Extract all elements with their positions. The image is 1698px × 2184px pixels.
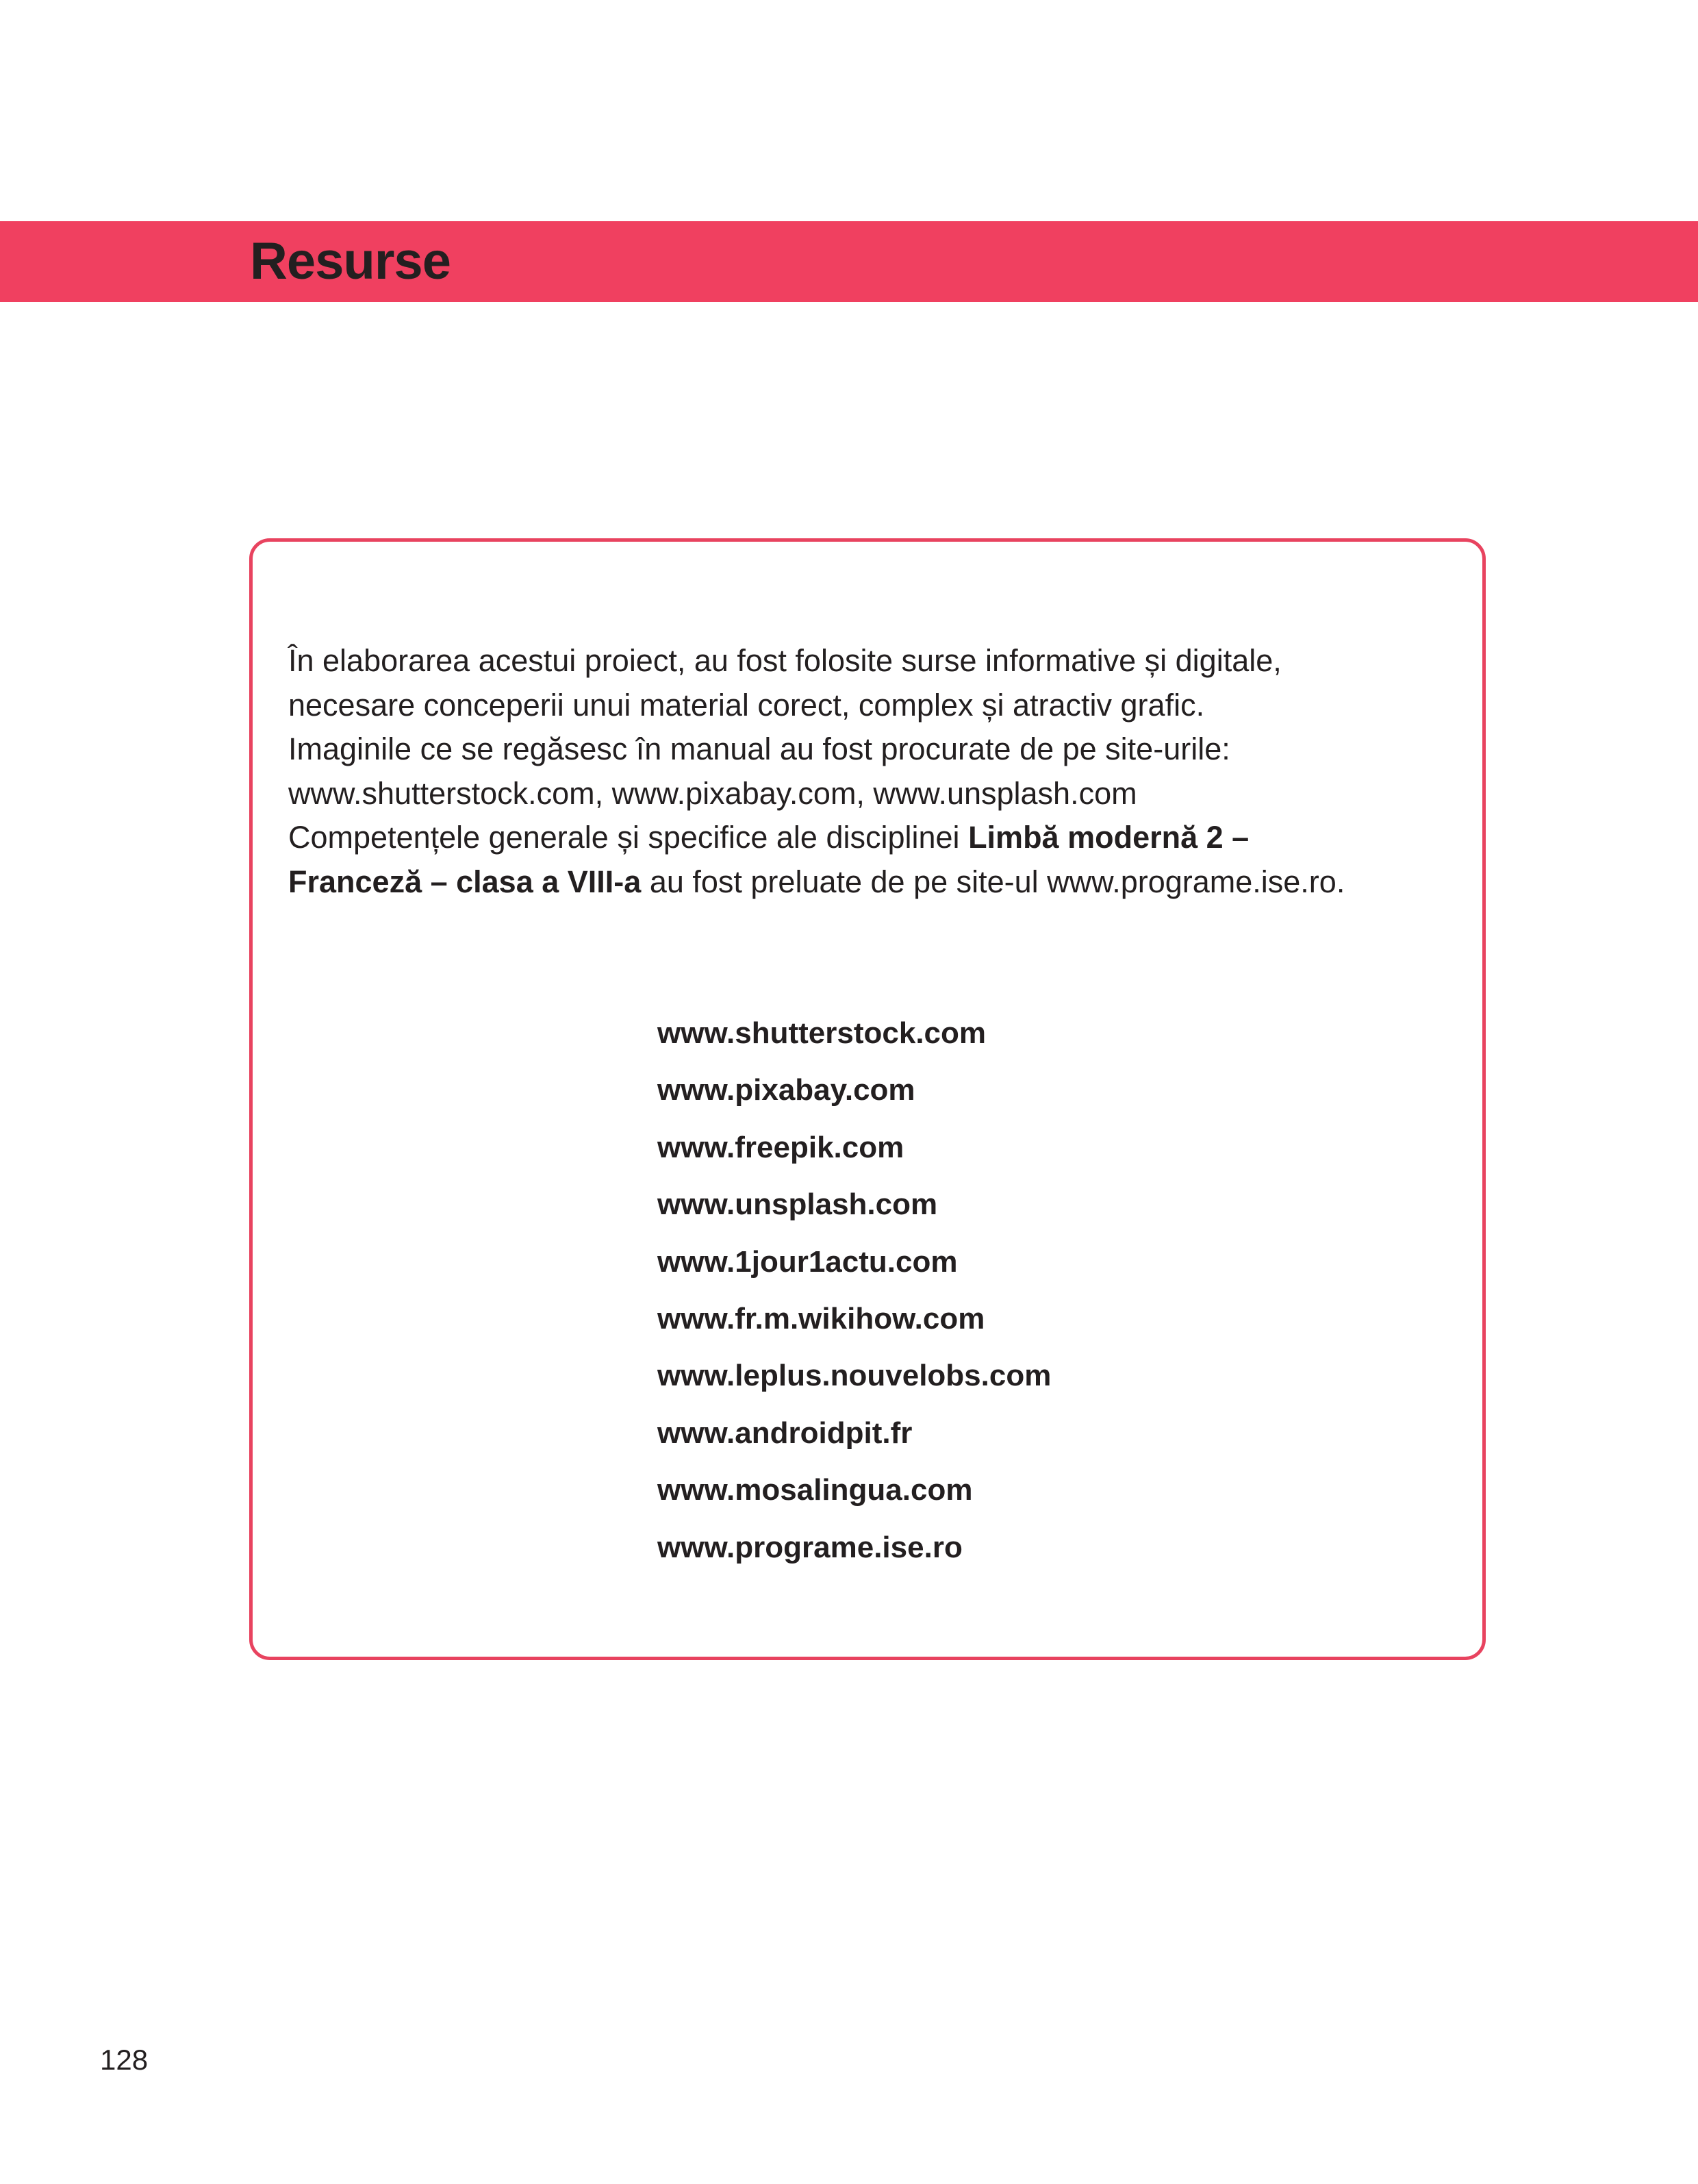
site-link: www.androidpit.fr	[657, 1416, 913, 1450]
site-link: www.mosalingua.com	[657, 1473, 973, 1507]
intro-paragraph	[288, 639, 1466, 904]
site-link: www.1jour1actu.com	[657, 1244, 958, 1279]
discipline-class: Franceză – clasa a VIII-a	[288, 864, 642, 899]
intro-line: www.shutterstock.com, www.pixabay.com, www.unsplash.com	[288, 775, 1137, 811]
resources-box	[249, 538, 1486, 1660]
intro-line	[288, 816, 1466, 860]
header-band	[0, 221, 1698, 302]
site-link: www.unsplash.com	[657, 1188, 938, 1222]
site-list	[657, 1005, 1051, 1576]
site-link: www.shutterstock.com	[657, 1016, 987, 1050]
intro-line: Imaginile ce se regăsesc în manual au fost procurate de pe site-urile:	[288, 731, 1230, 766]
site-link: www.pixabay.com	[657, 1073, 915, 1107]
site-link: www.leplus.nouvelobs.com	[657, 1359, 1052, 1393]
site-link: www.freepik.com	[657, 1130, 904, 1164]
intro-text: Competențele generale și specifice ale disciplinei	[288, 820, 969, 855]
page-number: 128	[100, 2044, 149, 2076]
site-link: www.programe.ise.ro	[657, 1530, 963, 1564]
page-title: Resurse	[250, 232, 451, 290]
intro-line: În elaborarea acestui proiect, au fost folosite surse informative și digitale,	[288, 643, 1282, 678]
intro-line: necesare conceperii unui material corect, complex și atractiv grafic.	[288, 687, 1205, 723]
discipline-name: Limbă modernă 2 –	[968, 820, 1250, 855]
site-link: www.fr.m.wikihow.com	[657, 1301, 985, 1335]
intro-text: au fost preluate de pe site-ul www.programe.ise.ro.	[641, 864, 1345, 899]
intro-line	[288, 860, 1466, 905]
